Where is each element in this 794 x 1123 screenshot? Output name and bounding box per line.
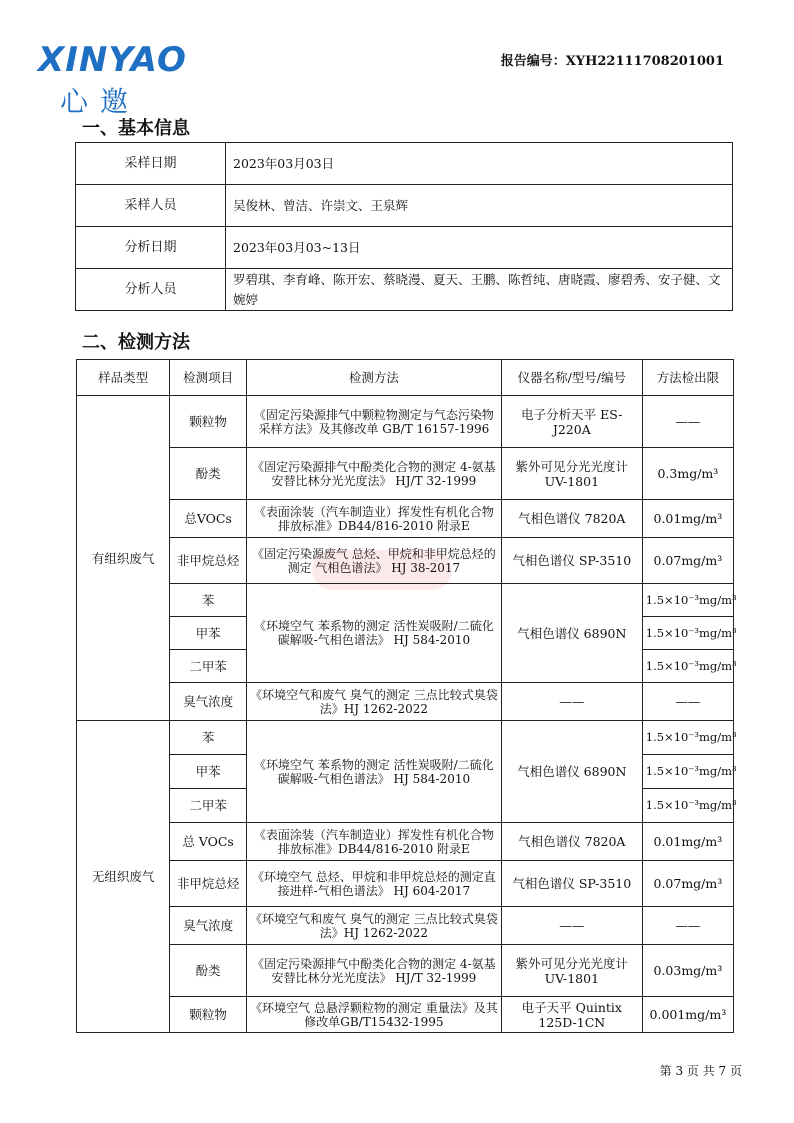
method-cell: 《表面涂装（汽车制造业）挥发性有机化合物排放标准》DB44/816-2010 附录E [246,500,501,538]
section-title-basic-info: 一、基本信息 [82,118,190,139]
table-header-row [77,360,734,396]
limit-cell: 0.01mg/m³ [642,823,733,861]
table-row [76,143,733,185]
instrument-cell: 气相色谱仪 SP-3510 [501,538,642,584]
test-item-cell: 甲苯 [170,617,247,650]
basic-info-table [75,142,733,311]
method-cell: 《环境空气和废气 臭气的测定 三点比较式臭袋法》HJ 1262-2022 [246,907,501,945]
info-label: 分析日期 [76,227,226,269]
limit-cell: 0.001mg/m³ [642,997,733,1033]
instrument-cell: 气相色谱仪 6890N [501,584,642,683]
table-row [77,907,734,945]
methods-table [76,359,737,1033]
table-row [77,997,734,1033]
limit-cell: 0.07mg/m³ [642,538,733,584]
instrument-cell: 气相色谱仪 SP-3510 [501,861,642,907]
info-label: 采样人员 [76,185,226,227]
limit-cell: 1.5×10⁻³mg/m³ [642,650,733,683]
column-header: 检测项目 [170,360,247,396]
instrument-cell: 电子天平 Quintix 125D-1CN [501,997,642,1033]
section-title-methods: 二、检测方法 [82,332,190,353]
instrument-cell: 紫外可见分光光度计UV-1801 [501,448,642,500]
report-number-label: 报告编号： [500,54,566,69]
test-item-cell: 非甲烷总烃 [170,861,247,907]
table-row [77,861,734,907]
test-item-cell: 酚类 [170,448,247,500]
test-item-cell: 苯 [170,584,247,617]
table-row [77,448,734,500]
table-row [76,227,733,269]
method-cell: 《固定污染源废气 总烃、甲烷和非甲烷总烃的测定 气相色谱法》 HJ 38-2017 [246,538,501,584]
company-logo-chinese: 心邀 [60,85,141,118]
method-cell: 《固定污染源排气中酚类化合物的测定 4-氨基安替比林分光光度法》 HJ/T 32-1999 [246,945,501,997]
table-row [77,945,734,997]
limit-cell: 1.5×10⁻³mg/m³ [642,755,733,789]
page-number: 第 3 页 共 7 页 [659,1064,742,1078]
column-header: 检测方法 [246,360,501,396]
table-row [77,823,734,861]
column-header: 样品类型 [77,360,170,396]
column-header: 方法检出限 [642,360,733,396]
report-number [501,50,724,69]
sample-type-cell: 无组织废气 [77,721,170,1033]
table-row [77,721,734,755]
info-label: 分析人员 [76,269,226,311]
instrument-cell: —— [501,683,642,721]
instrument-cell: —— [501,907,642,945]
info-value: 吴俊林、曾洁、许崇文、王泉辉 [226,185,733,227]
limit-cell: 1.5×10⁻³mg/m³ [642,721,733,755]
test-item-cell: 总VOCs [170,500,247,538]
info-value: 2023年03月03~13日 [226,227,733,269]
table-row [76,185,733,227]
instrument-cell: 电子分析天平 ES-J220A [501,396,642,448]
info-label: 采样日期 [76,143,226,185]
instrument-cell: 气相色谱仪 7820A [501,823,642,861]
limit-cell: 0.01mg/m³ [642,500,733,538]
company-logo-text: XINYAO [38,40,187,80]
info-value: 罗碧琪、李育峰、陈开宏、蔡晓漫、夏天、王鹏、陈哲纯、唐晓霞、廖碧秀、安子健、文婉婷 [226,269,733,311]
table-row [77,683,734,721]
column-header: 仪器名称/型号/编号 [501,360,642,396]
test-item-cell: 苯 [170,721,247,755]
method-cell: 《环境空气 总悬浮颗粒物的测定 重量法》及其修改单GB/T15432-1995 [246,997,501,1033]
limit-cell: 0.03mg/m³ [642,945,733,997]
test-item-cell: 酚类 [170,945,247,997]
sample-type-cell: 有组织废气 [77,396,170,721]
test-item-cell: 二甲苯 [170,650,247,683]
limit-cell: 0.07mg/m³ [642,861,733,907]
test-item-cell: 颗粒物 [170,997,247,1033]
method-cell: 《环境空气 总烃、甲烷和非甲烷总烃的测定直接进样-气相色谱法》 HJ 604-2017 [246,861,501,907]
limit-cell: 1.5×10⁻³mg/m³ [642,789,733,823]
test-item-cell: 总 VOCs [170,823,247,861]
limit-cell: —— [642,907,733,945]
table-row [77,396,734,448]
table-row [77,584,734,617]
test-item-cell: 二甲苯 [170,789,247,823]
limit-cell: 0.3mg/m³ [642,448,733,500]
test-item-cell: 甲苯 [170,755,247,789]
info-value: 2023年03月03日 [226,143,733,185]
table-row [77,500,734,538]
table-row [76,269,733,311]
test-item-cell: 非甲烷总烃 [170,538,247,584]
limit-cell: 1.5×10⁻³mg/m³ [642,584,733,617]
limit-cell: —— [642,683,733,721]
instrument-cell: 气相色谱仪 7820A [501,500,642,538]
method-cell: 《表面涂装（汽车制造业）挥发性有机化合物排放标准》DB44/816-2010 附录E [246,823,501,861]
report-number-value: XYH22111708201001 [565,54,724,69]
test-item-cell: 臭气浓度 [170,907,247,945]
method-cell: 《环境空气 苯系物的测定 活性炭吸附/二硫化碳解吸-气相色谱法》 HJ 584-2010 [246,721,501,823]
method-cell: 《环境空气和废气 臭气的测定 三点比较式臭袋法》HJ 1262-2022 [246,683,501,721]
method-cell: 《固定污染源排气中酚类化合物的测定 4-氨基安替比林分光光度法》 HJ/T 32-1999 [246,448,501,500]
table-row [77,538,734,584]
instrument-cell: 紫外可见分光光度计UV-1801 [501,945,642,997]
instrument-cell: 气相色谱仪 6890N [501,721,642,823]
method-cell: 《固定污染源排气中颗粒物测定与气态污染物采样方法》及其修改单 GB/T 16157-1996 [246,396,501,448]
test-item-cell: 臭气浓度 [170,683,247,721]
limit-cell: —— [642,396,733,448]
limit-cell: 1.5×10⁻³mg/m³ [642,617,733,650]
method-cell: 《环境空气 苯系物的测定 活性炭吸附/二硫化碳解吸-气相色谱法》 HJ 584-2010 [246,584,501,683]
test-item-cell: 颗粒物 [170,396,247,448]
